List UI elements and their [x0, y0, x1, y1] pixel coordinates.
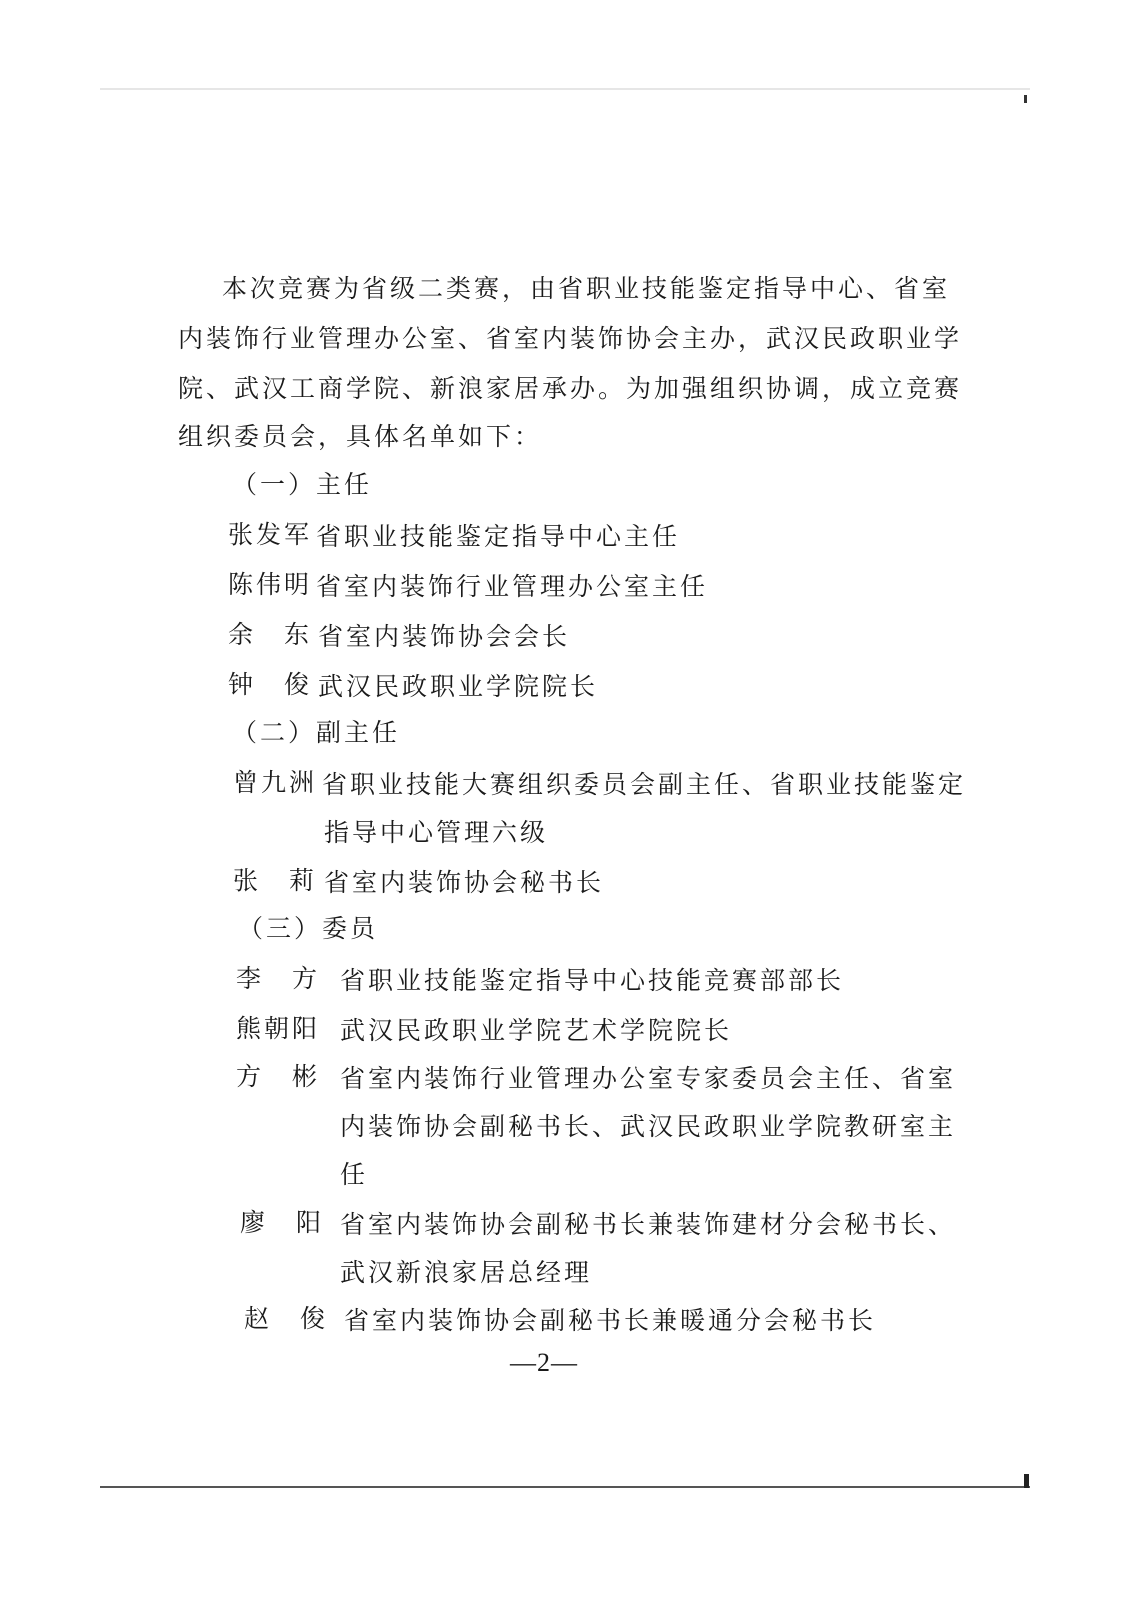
- member-title-line-1: 省室内装饰行业管理办公室专家委员会主任、省室: [340, 1064, 957, 1093]
- member-title-line-1: 省室内装饰协会副秘书长兼装饰建材分会秘书长、: [340, 1210, 957, 1239]
- member-name: 熊朝阳: [236, 1014, 321, 1043]
- member-title: 武汉民政职业学院院长: [318, 672, 599, 701]
- member-name: 张 莉: [233, 866, 318, 895]
- member-name: 曾九洲: [233, 768, 318, 797]
- member-title: 省室内装饰协会会长: [318, 622, 571, 651]
- member-name: 李 方: [236, 964, 321, 993]
- page-number: —2—: [510, 1348, 578, 1377]
- scan-artifact-mark: [1024, 1474, 1029, 1488]
- scan-edge-line: [100, 1486, 1030, 1488]
- member-title-line-1: 省室内装饰协会副秘书长兼暖通分会秘书长: [344, 1306, 877, 1335]
- member-title: 省室内装饰行业管理办公室主任: [316, 572, 709, 601]
- member-title-line-1: 省室内装饰协会秘书长: [324, 868, 605, 897]
- member-title-line-1: 武汉民政职业学院艺术学院院长: [340, 1016, 733, 1045]
- member-name: 廖 阳: [240, 1208, 325, 1237]
- member-name: 陈伟明: [228, 570, 313, 599]
- member-name: 张发军: [228, 520, 313, 549]
- intro-line-2: 内装饰行业管理办公室、省室内装饰协会主办，武汉民政职业学: [178, 324, 963, 353]
- member-title: 省职业技能鉴定指导中心主任: [316, 522, 681, 551]
- member-name: 方 彬: [236, 1062, 321, 1091]
- member-name: 余 东: [228, 620, 313, 649]
- intro-line-3: 院、武汉工商学院、新浪家居承办。为加强组织协调，成立竞赛: [178, 374, 963, 403]
- member-title-line-2: 武汉新浪家居总经理: [340, 1258, 593, 1287]
- section-heading-deputy: （二）副主任: [232, 718, 401, 747]
- member-title-line-2: 指导中心管理六级: [324, 818, 549, 847]
- member-name: 赵 俊: [244, 1304, 329, 1333]
- member-name: 钟 俊: [228, 670, 313, 699]
- section-heading-committee: （三）委员: [238, 914, 379, 943]
- section-heading-director: （一）主任: [232, 470, 373, 499]
- scan-artifact-mark: [1024, 95, 1027, 103]
- member-title-line-1: 省职业技能大赛组织委员会副主任、省职业技能鉴定: [322, 770, 967, 799]
- member-title-line-2: 内装饰协会副秘书长、武汉民政职业学院教研室主: [340, 1112, 957, 1141]
- intro-line-1: 本次竞赛为省级二类赛，由省职业技能鉴定指导中心、省室: [222, 274, 951, 303]
- member-title-line-1: 省职业技能鉴定指导中心技能竞赛部部长: [340, 966, 845, 995]
- member-title-line-3: 任: [340, 1160, 369, 1189]
- intro-line-4: 组织委员会，具体名单如下：: [178, 422, 543, 451]
